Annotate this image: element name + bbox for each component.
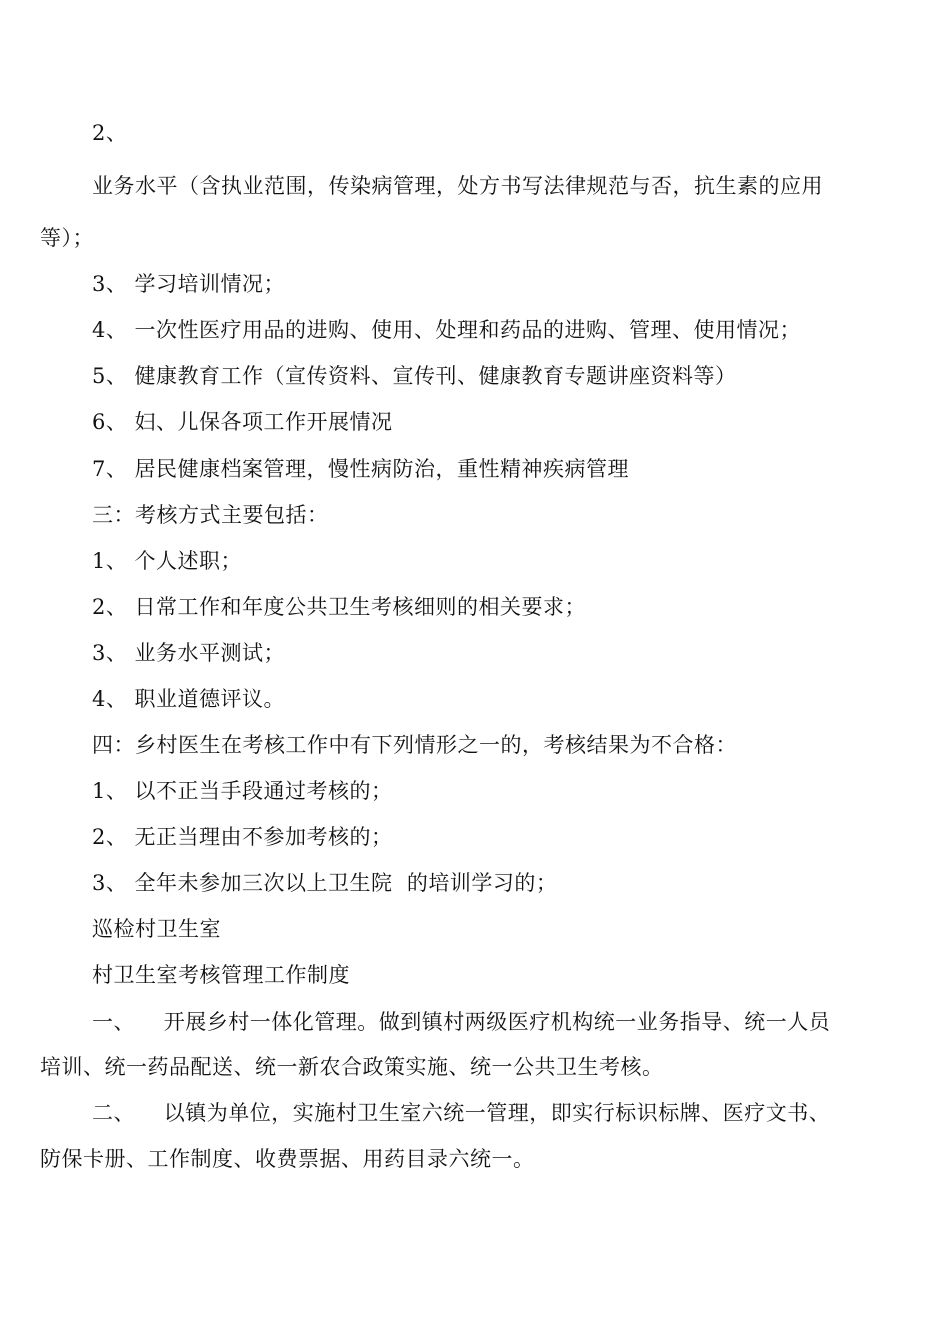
fail-item-1: 1、 以不正当手段通过考核的；	[92, 779, 393, 803]
paragraph-business-level-cont: 等）；	[40, 226, 94, 250]
list-item-6: 6、 妇、儿保各项工作开展情况	[92, 410, 393, 434]
fail-item-3: 3、 全年未参加三次以上卫生院 的培训学习的；	[92, 871, 558, 895]
method-item-2: 2、 日常工作和年度公共卫生考核细则的相关要求；	[92, 595, 587, 619]
method-item-4: 4、 职业道德评议。	[92, 687, 286, 711]
heading-clinic-system: 村卫生室考核管理工作制度	[92, 963, 350, 987]
fail-item-2: 2、 无正当理由不参加考核的；	[92, 825, 393, 849]
paragraph-item-1: 一、 开展乡村一体化管理。做到镇村两级医疗机构统一业务指导、统一人员	[92, 1010, 831, 1034]
paragraph-item-2: 二、 以镇为单位，实施村卫生室六统一管理，即实行标识标牌、医疗文书、	[92, 1101, 831, 1125]
list-item-5: 5、 健康教育工作（宣传资料、宣传刊、健康教育专题讲座资料等）	[92, 364, 737, 388]
paragraph-item-1-cont: 培训、统一药品配送、统一新农合政策实施、统一公共卫生考核。	[40, 1055, 664, 1079]
list-item-4: 4、 一次性医疗用品的进购、使用、处理和药品的进购、管理、使用情况；	[92, 318, 802, 342]
heading-inspect-clinic: 巡检村卫生室	[92, 917, 221, 941]
method-item-3: 3、 业务水平测试；	[92, 641, 286, 665]
section-heading-3: 三：考核方式主要包括：	[92, 503, 329, 527]
list-item-3: 3、 学习培训情况；	[92, 272, 286, 296]
paragraph-business-level: 业务水平（含执业范围，传染病管理，处方书写法律规范与否，抗生素的应用	[92, 174, 823, 198]
paragraph-item-2-cont: 防保卡册、工作制度、收费票据、用药目录六统一。	[40, 1147, 535, 1171]
section-heading-4: 四：乡村医生在考核工作中有下列情形之一的，考核结果为不合格：	[92, 733, 737, 757]
list-item-7: 7、 居民健康档案管理，慢性病防治，重性精神疾病管理	[92, 457, 630, 481]
method-item-1: 1、 个人述职；	[92, 549, 243, 573]
list-item-2: 2、	[92, 121, 128, 145]
